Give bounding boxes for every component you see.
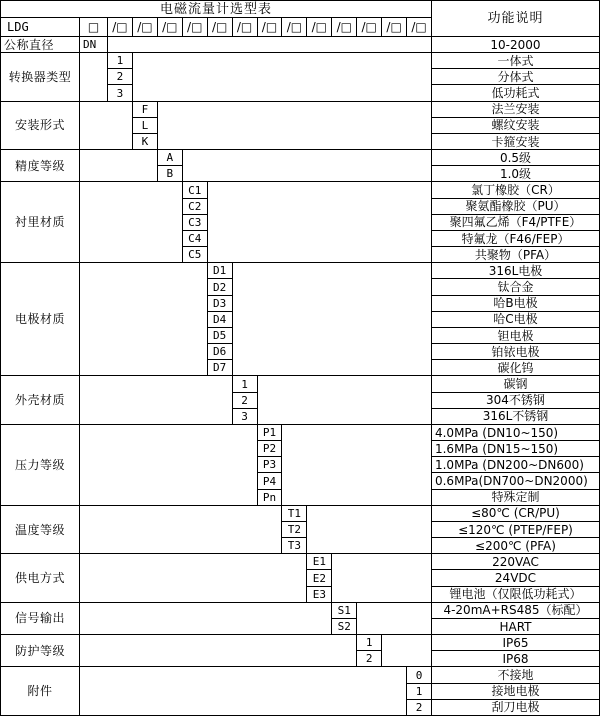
model-code-cell: LDG	[1, 17, 79, 36]
option-desc: ≤80℃ (CR/PU)	[431, 505, 599, 521]
option-desc: IP68	[431, 650, 599, 666]
slash-placeholder-box: /□	[257, 17, 282, 36]
group-label: 安装形式	[1, 101, 79, 150]
group-label: 供电方式	[1, 553, 79, 602]
option-code: 2	[107, 68, 132, 84]
gap-cell	[79, 602, 331, 634]
option-desc: 接地电极	[431, 683, 599, 699]
option-code: D4	[207, 311, 232, 327]
option-code: S1	[331, 602, 356, 618]
option-code: T2	[281, 521, 306, 537]
group-label: 外壳材质	[1, 375, 79, 424]
option-desc: 4-20mA+RS485（标配）	[431, 602, 599, 618]
code-placeholder-box: □	[79, 17, 107, 36]
option-desc: 0.6MPa(DN700~DN2000)	[431, 472, 599, 488]
option-desc: 10-2000	[431, 36, 599, 52]
gap-cell	[79, 101, 132, 150]
option-code: E3	[306, 586, 331, 602]
gap-cell	[79, 505, 281, 554]
gap-cell	[257, 375, 431, 424]
option-code: P2	[257, 440, 282, 456]
option-desc: 法兰安装	[431, 101, 599, 117]
gap-cell	[381, 634, 431, 666]
group-label: 压力等级	[1, 424, 79, 505]
option-desc: 钛合金	[431, 278, 599, 294]
option-code: C5	[182, 246, 207, 262]
option-desc: 螺纹安装	[431, 117, 599, 133]
gap-cell	[232, 262, 431, 375]
option-code: B	[157, 165, 182, 181]
gap-cell	[107, 36, 431, 52]
option-code: 0	[406, 666, 431, 682]
slash-placeholder-box: /□	[132, 17, 157, 36]
option-desc: 氯丁橡胶（CR）	[431, 181, 599, 197]
option-code: D2	[207, 278, 232, 294]
option-desc: 钽电极	[431, 327, 599, 343]
option-desc: 特殊定制	[431, 489, 599, 505]
option-code: D7	[207, 359, 232, 375]
option-code: C2	[182, 198, 207, 214]
option-desc: 220VAC	[431, 553, 599, 569]
option-code: D5	[207, 327, 232, 343]
option-desc: 不接地	[431, 666, 599, 682]
option-desc: 卡箍安装	[431, 133, 599, 149]
slash-placeholder-box: /□	[306, 17, 331, 36]
slash-placeholder-box: /□	[406, 17, 431, 36]
option-desc: 碳化钨	[431, 359, 599, 375]
option-desc: 316L电极	[431, 262, 599, 278]
option-desc: 特氟龙（F46/FEP）	[431, 230, 599, 246]
option-desc: ≤120℃ (PTEP/FEP)	[431, 521, 599, 537]
slash-placeholder-box: /□	[281, 17, 306, 36]
option-desc: HART	[431, 618, 599, 634]
option-code: D3	[207, 295, 232, 311]
option-code: D6	[207, 343, 232, 359]
option-code: 2	[232, 392, 257, 408]
slash-placeholder-box: /□	[331, 17, 356, 36]
option-code: 1	[232, 375, 257, 391]
slash-placeholder-box: /□	[381, 17, 406, 36]
option-code: F	[132, 101, 157, 117]
gap-cell	[79, 52, 107, 101]
option-code: P4	[257, 472, 282, 488]
gap-cell	[306, 505, 431, 554]
group-label: 转换器类型	[1, 52, 79, 101]
gap-cell	[79, 553, 306, 602]
option-code: C1	[182, 181, 207, 197]
option-code: 3	[107, 84, 132, 100]
group-label: 电极材质	[1, 262, 79, 375]
option-code: 2	[356, 650, 381, 666]
option-code: C4	[182, 230, 207, 246]
gap-cell	[79, 149, 157, 181]
option-desc: 刮刀电极	[431, 699, 599, 715]
option-code: P1	[257, 424, 282, 440]
option-code: 1	[107, 52, 132, 68]
group-label: 信号输出	[1, 602, 79, 634]
option-code: Pn	[257, 489, 282, 505]
group-label: 附件	[1, 666, 79, 715]
slash-placeholder-box: /□	[157, 17, 182, 36]
gap-cell	[79, 424, 257, 505]
group-label: 防护等级	[1, 634, 79, 666]
option-desc: 聚四氟乙烯（F4/PTFE）	[431, 214, 599, 230]
gap-cell	[79, 634, 356, 666]
gap-cell	[79, 181, 182, 262]
gap-cell	[356, 602, 431, 634]
gap-cell	[79, 375, 232, 424]
group-label: 公称直径	[1, 36, 79, 52]
option-code: 1	[406, 683, 431, 699]
group-label: 精度等级	[1, 149, 79, 181]
option-code: DN	[79, 36, 107, 52]
option-desc: 分体式	[431, 68, 599, 84]
gap-cell	[281, 424, 431, 505]
option-desc: 哈C电极	[431, 311, 599, 327]
group-label: 衬里材质	[1, 181, 79, 262]
table-title: 电磁流量计选型表	[159, 1, 272, 17]
gap-cell	[331, 553, 431, 602]
option-desc: 哈B电极	[431, 295, 599, 311]
option-code: L	[132, 117, 157, 133]
option-desc: 4.0MPa (DN10~150)	[431, 424, 599, 440]
option-code: 3	[232, 408, 257, 424]
option-code: T1	[281, 505, 306, 521]
gap-cell	[182, 149, 431, 181]
gap-cell	[207, 181, 431, 262]
option-desc: 316L不锈钢	[431, 408, 599, 424]
option-desc: IP65	[431, 634, 599, 650]
option-code: P3	[257, 456, 282, 472]
gap-cell	[157, 101, 431, 150]
gap-cell	[79, 666, 406, 715]
option-code: E2	[306, 569, 331, 585]
option-desc: ≤200℃ (PFA)	[431, 537, 599, 553]
option-desc: 24VDC	[431, 569, 599, 585]
option-code: K	[132, 133, 157, 149]
option-desc: 聚氨酯橡胶（PU）	[431, 198, 599, 214]
slash-placeholder-box: /□	[356, 17, 381, 36]
option-desc: 1.6MPa (DN15~150)	[431, 440, 599, 456]
option-desc: 一体式	[431, 52, 599, 68]
slash-placeholder-box: /□	[182, 17, 207, 36]
gap-cell	[79, 262, 207, 375]
option-desc: 1.0级	[431, 165, 599, 181]
gap-cell	[132, 52, 431, 101]
option-desc: 低功耗式	[431, 84, 599, 100]
slash-placeholder-box: /□	[107, 17, 132, 36]
option-desc: 共聚物（PFA）	[431, 246, 599, 262]
option-code: C3	[182, 214, 207, 230]
option-desc: 304不锈钢	[431, 392, 599, 408]
group-label: 温度等级	[1, 505, 79, 554]
option-desc: 1.0MPa (DN200~DN600)	[431, 456, 599, 472]
slash-placeholder-box: /□	[207, 17, 232, 36]
option-code: T3	[281, 537, 306, 553]
option-code: E1	[306, 553, 331, 569]
function-column-header: 功能说明	[431, 1, 599, 36]
option-desc: 铂铱电极	[431, 343, 599, 359]
option-desc: 锂电池（仅限低功耗式）	[431, 586, 599, 602]
option-code: S2	[331, 618, 356, 634]
option-desc: 碳钢	[431, 375, 599, 391]
option-desc: 0.5级	[431, 149, 599, 165]
slash-placeholder-box: /□	[232, 17, 257, 36]
option-code: D1	[207, 262, 232, 278]
option-code: A	[157, 149, 182, 165]
option-code: 2	[406, 699, 431, 715]
option-code: 1	[356, 634, 381, 650]
